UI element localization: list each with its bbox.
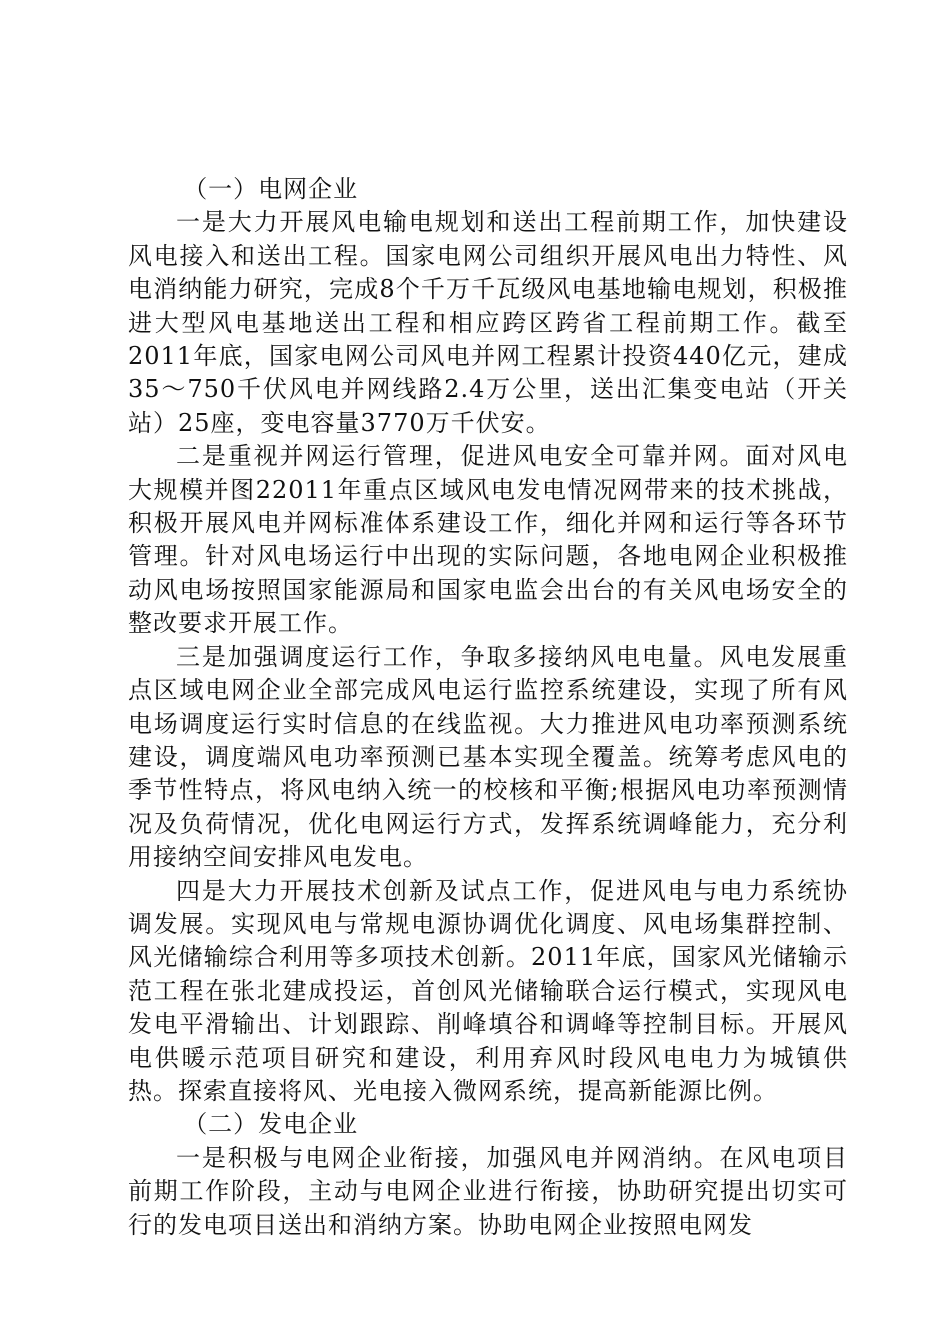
paragraph-grid-operation-management: 二是重视并网运行管理，促进风电安全可靠并网。面对风电大规模并图22011年重点区域风电发电情况网带来的技术挑战，积极开展风电并网标准体系建设工作，细化并网和运行等各环节管理。针对风电场运行中出现的实际问题，各地电网企业积极推动风电场按照国家能源局和国家电监会出台的有关风电场安全的整改要求开展工作。: [128, 442, 848, 638]
paragraph-transmission-planning: 一是大力开展风电输电规划和送出工程前期工作，加快建设风电接入和送出工程。国家电网公司组织开展风电出力特性、风电消纳能力研究，完成8个千万千瓦级风电基地输电规划，积极推进大型风电基地送出工程和相应跨区跨省工程前期工作。截至2011年底，国家电网公司风电并网工程累计投资440亿元，建成35～750千伏风电并网线路2.4万公里，送出汇集变电站（开关站）25座，变电容量3770万千伏安。: [128, 208, 848, 437]
paragraph-grid-coordination: 一是积极与电网企业衔接，加强风电并网消纳。在风电项目前期工作阶段，主动与电网企业进行衔接，协助研究提出切实可行的发电项目送出和消纳方案。协助电网企业按照电网发: [128, 1143, 848, 1239]
paragraph-dispatch-operation: 三是加强调度运行工作，争取多接纳风电电量。风电发展重点区域电网企业全部完成风电运行监控系统建设，实现了所有风电场调度运行实时信息的在线监视。大力推进风电功率预测系统建设，调度端风电功率预测已基本实现全覆盖。统筹考虑风电的季节性特点，将风电纳入统一的校核和平衡;根据风电功率预测情况及负荷情况，优化电网运行方式，发挥系统调峰能力，充分利用接纳空间安排风电发电。: [128, 642, 848, 872]
paragraph-technology-innovation: 四是大力开展技术创新及试点工作，促进风电与电力系统协调发展。实现风电与常规电源协调优化调度、风电场集群控制、风光储输综合利用等多项技术创新。2011年底，国家风光储输示范工程在张北建成投运，首创风光储输联合运行模式，实现风电发电平滑输出、计划跟踪、削峰填谷和调峰等控制目标。开展风电供暖示范项目研究和建设，利用弃风时段风电电力为城镇供热。探索直接将风、光电接入微网系统，提高新能源比例。: [128, 876, 848, 1105]
document-body: [128, 173, 848, 1242]
section-heading-power-generation-enterprises: （二）发电企业: [183, 1110, 359, 1139]
section-heading-grid-enterprises: （一）电网企业: [183, 175, 359, 203]
